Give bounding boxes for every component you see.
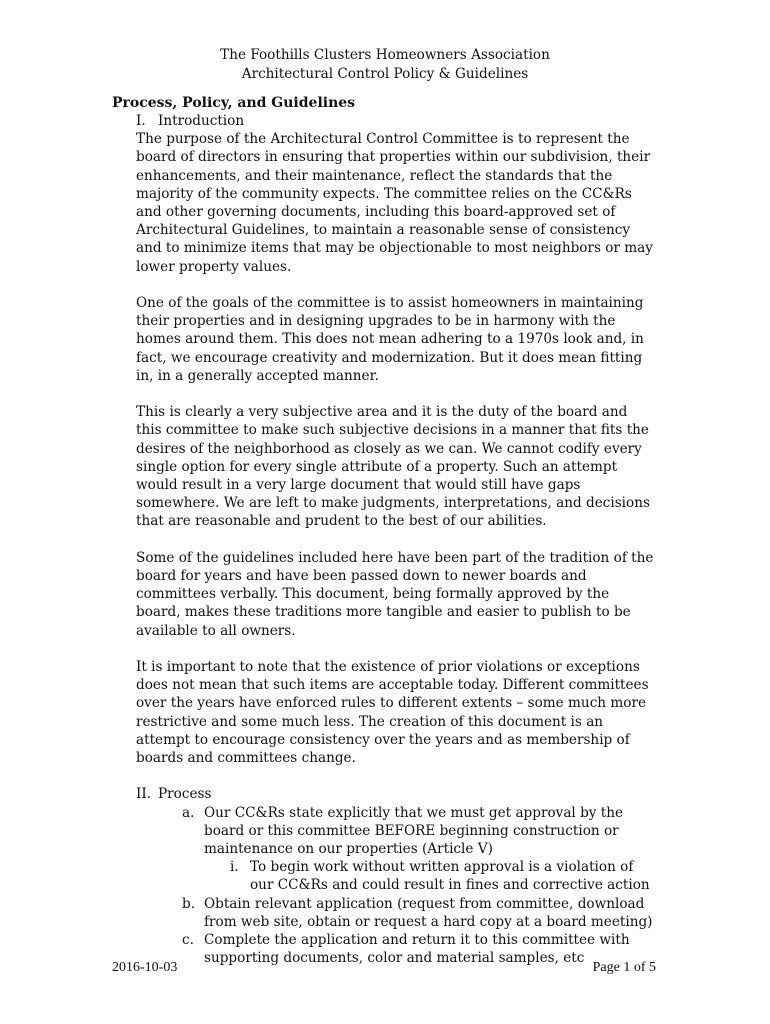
list-marker: a.: [182, 804, 195, 821]
list-marker: b.: [182, 895, 196, 912]
sub-list-marker: i.: [230, 859, 239, 876]
intro-paragraph-1: The purpose of the Architectural Control Committee is to represent the board of directors in ensuring that properties within our subdivision, their enhancements, and their maintenance, reflect the standards that the majority of the community expects. The committee relies on the CC&Rs and other governing documents, including this board-approved set of Architectural Guidelines, to maintain a reasonable sense of consistency and to minimize items that may be objectionable to most neighbors or may lower property values.: [136, 131, 653, 275]
process-number: II.: [136, 786, 152, 803]
intro-number: I.: [136, 113, 146, 129]
document-title: Architectural Control Policy & Guidelines: [241, 66, 529, 82]
list-item: [136, 895, 656, 931]
process-list: [136, 804, 656, 968]
org-name: The Foothills Clusters Homeowners Association: [220, 47, 550, 63]
list-item: [136, 931, 656, 967]
section-title: Process, Policy, and Guidelines: [112, 95, 356, 111]
intro-title: Introduction: [158, 113, 245, 129]
sub-list-item-text: To begin work without written approval is a violation of our CC&Rs and could result in fines and corrective action: [250, 859, 650, 894]
footer-page-number: Page 1 of 5: [592, 960, 656, 975]
intro-paragraph-4: Some of the guidelines included here have been part of the tradition of the board for years and have been passed down to newer boards and committees verbally. This document, being formally approved by the board, makes these traditions more tangible and easier to publish to be available to all owners.: [136, 549, 654, 639]
document-body: [136, 112, 656, 967]
intro-paragraph-3: This is clearly a very subjective area and it is the duty of the board and this committee to make such subjective decisions in a manner that fits the desires of the neighborhood as closely as we can. We cannot codify every single option for every single attribute of a property. Such an attempt would result in a very large document that would still have gaps somewhere. We are left to make judgments, interpretations, and decisions that are reasonable and prudent to the best of our abilities.: [136, 404, 650, 530]
sub-list-item: [136, 858, 656, 894]
footer-date: 2016-10-03: [112, 960, 178, 975]
list-item: [136, 804, 656, 859]
list-item-text: Our CC&Rs state explicitly that we must get approval by the board or this committee BEFORE beginning construction or maintenance on our properties (Article V): [204, 804, 624, 858]
list-marker: c.: [182, 932, 194, 949]
list-item-text: Complete the application and return it to this committee with supporting documents, color and material samples, etc: [204, 932, 630, 967]
process-heading: [136, 785, 656, 803]
process-title: Process: [158, 786, 212, 803]
intro-paragraph-5: It is important to note that the existence of prior violations or exceptions does not mean that such items are acceptable today. Different committees over the years have enforced rules to different extents – some much more restrictive and some much less. The creation of this document is an attempt to encourage consistency over the years and as membership of boards and committees change.: [136, 659, 649, 767]
intro-heading: [136, 112, 656, 130]
document-header: [0, 46, 770, 84]
list-item-text: Obtain relevant application (request from committee, download from web site, obtain or request a hard copy at a board meeting): [204, 895, 653, 930]
intro-paragraph-2: One of the goals of the committee is to assist homeowners in maintaining their properties and in designing upgrades to be in harmony with the homes around them. This does not mean adhering to a 1970s look and, in fact, we encourage creativity and modernization. But it does mean fitting in, in a generally accepted manner.: [136, 295, 644, 384]
